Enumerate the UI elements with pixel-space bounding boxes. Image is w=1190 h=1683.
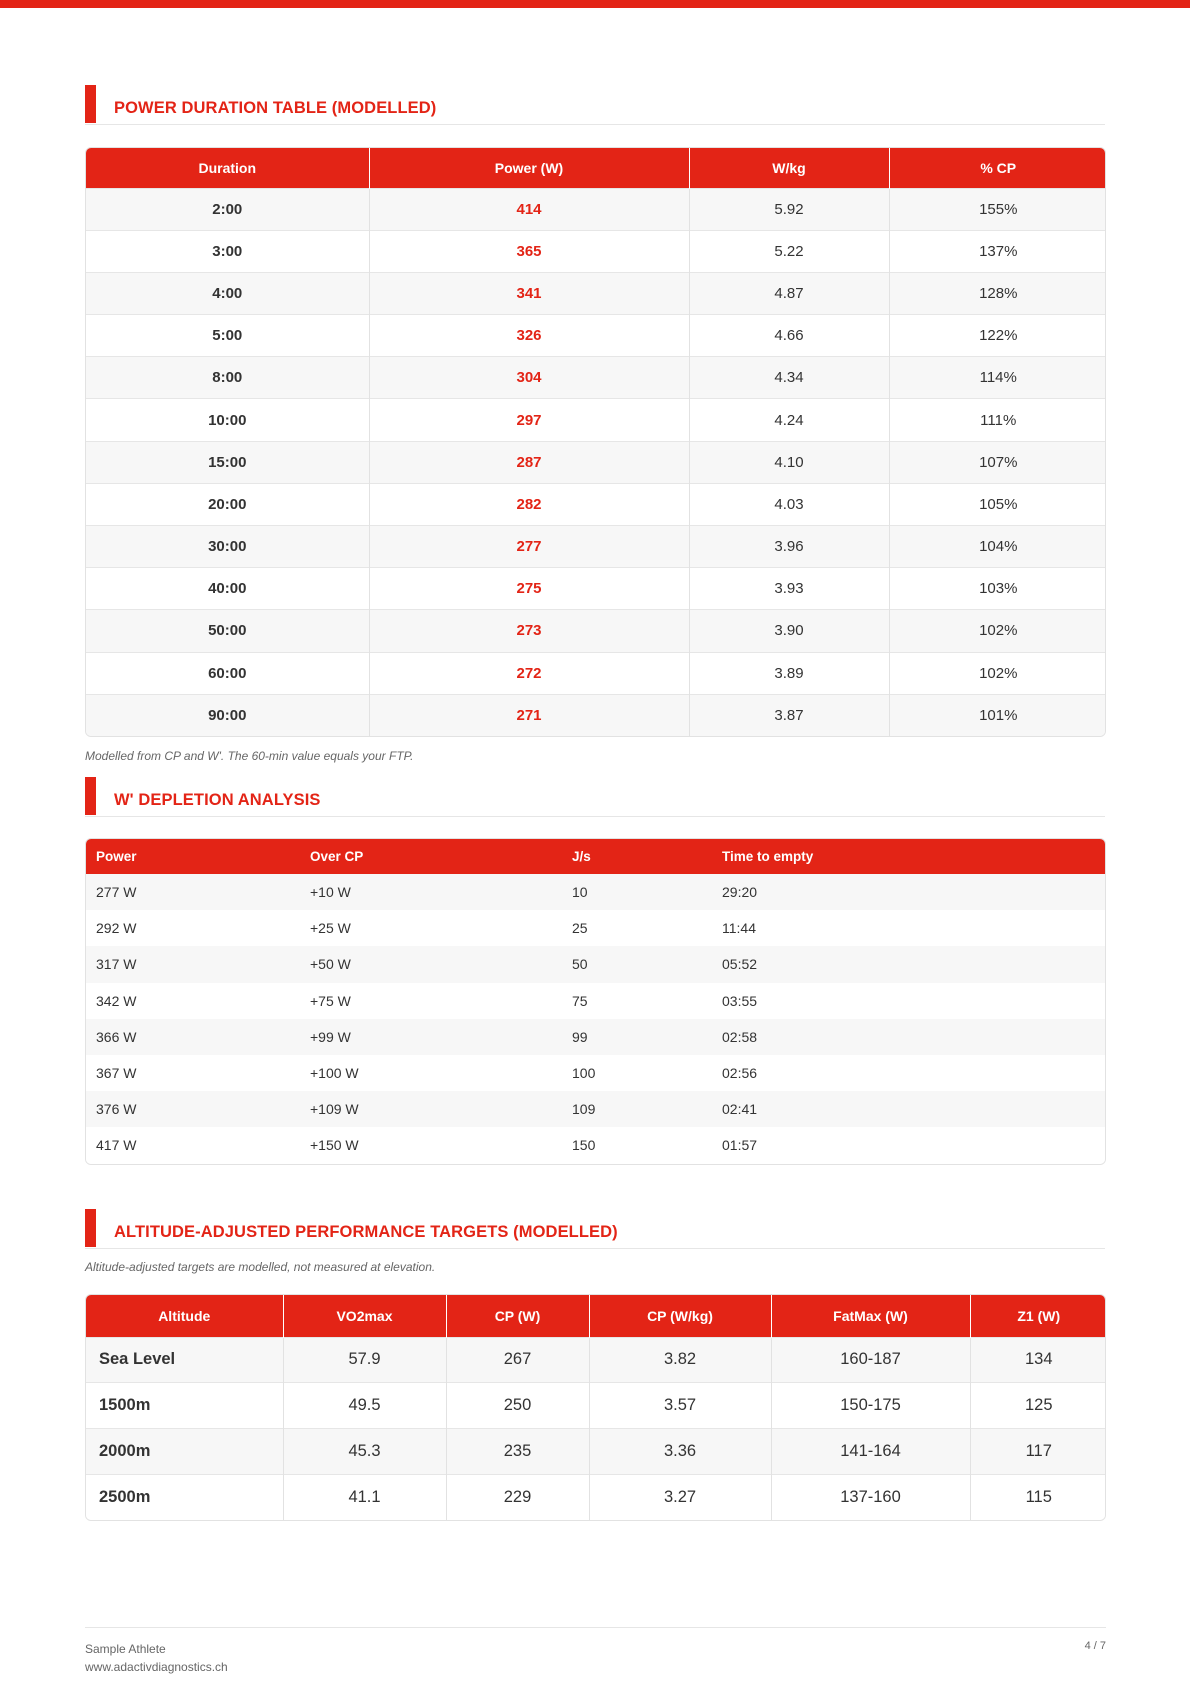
table-cell: 277 W <box>86 874 300 910</box>
table-cell: 10:00 <box>86 399 369 441</box>
table-cell: 2500m <box>86 1474 283 1520</box>
table-row <box>86 946 1106 982</box>
table-cell: 4:00 <box>86 272 369 314</box>
table-cell: 25 <box>562 910 712 946</box>
table-cell: 4.10 <box>689 441 889 483</box>
table-row <box>86 441 1106 483</box>
table-cell: +50 W <box>300 946 562 982</box>
table-cell: 272 <box>369 652 689 694</box>
table-row <box>86 568 1106 610</box>
column-header: W/kg <box>689 148 889 188</box>
table-cell: 297 <box>369 399 689 441</box>
table-cell: 134 <box>970 1337 1106 1383</box>
table-cell: 4.34 <box>689 357 889 399</box>
column-header: CP (W) <box>446 1295 589 1337</box>
table-cell: 271 <box>369 694 689 736</box>
section-title: ALTITUDE-ADJUSTED PERFORMANCE TARGETS (MODELLED) <box>114 1223 618 1241</box>
table-row <box>86 694 1106 736</box>
footer-website: www.adactivdiagnostics.ch <box>85 1660 228 1674</box>
table-cell: 267 <box>446 1337 589 1383</box>
section-accent-marker <box>85 777 96 815</box>
table-cell: 117 <box>970 1428 1106 1474</box>
table-cell: 275 <box>369 568 689 610</box>
table-cell: 02:56 <box>712 1055 1106 1091</box>
table-cell: 57.9 <box>283 1337 446 1383</box>
table-cell: 3.93 <box>689 568 889 610</box>
table-row <box>86 483 1106 525</box>
table-cell: 4.66 <box>689 315 889 357</box>
table-cell: 2000m <box>86 1428 283 1474</box>
power-duration-table <box>85 147 1106 737</box>
table-cell: 4.03 <box>689 483 889 525</box>
section-accent-marker <box>85 85 96 123</box>
table-cell: 365 <box>369 230 689 272</box>
table-row <box>86 1019 1106 1055</box>
table-cell: 3.82 <box>589 1337 771 1383</box>
table-cell: 50:00 <box>86 610 369 652</box>
table-cell: 125 <box>970 1383 1106 1429</box>
table-header-row <box>86 1295 1106 1337</box>
table-cell: 417 W <box>86 1127 300 1163</box>
table-cell: 11:44 <box>712 910 1106 946</box>
altitude-table <box>85 1294 1106 1521</box>
table-cell: 366 W <box>86 1019 300 1055</box>
table-cell: 282 <box>369 483 689 525</box>
column-header: Altitude <box>86 1295 283 1337</box>
table-cell: 109 <box>562 1091 712 1127</box>
column-header: VO2max <box>283 1295 446 1337</box>
table-cell: 10 <box>562 874 712 910</box>
table-header-row <box>86 839 1106 874</box>
table-cell: 376 W <box>86 1091 300 1127</box>
column-header: CP (W/kg) <box>589 1295 771 1337</box>
column-header: Time to empty <box>712 839 1106 874</box>
column-header: Over CP <box>300 839 562 874</box>
table-cell: 01:57 <box>712 1127 1106 1163</box>
table-row <box>86 1428 1106 1474</box>
table-cell: 8:00 <box>86 357 369 399</box>
table-row <box>86 983 1106 1019</box>
column-header: FatMax (W) <box>771 1295 970 1337</box>
table-row <box>86 1091 1106 1127</box>
table-cell: +25 W <box>300 910 562 946</box>
table-cell: 114% <box>889 357 1106 399</box>
section-header-w-depletion <box>85 777 1105 817</box>
table-header-row <box>86 148 1106 188</box>
table-cell: 128% <box>889 272 1106 314</box>
table-cell: Sea Level <box>86 1337 283 1383</box>
table-cell: 229 <box>446 1474 589 1520</box>
table-cell: 150-175 <box>771 1383 970 1429</box>
table-cell: 111% <box>889 399 1106 441</box>
table-cell: 341 <box>369 272 689 314</box>
table-cell: 29:20 <box>712 874 1106 910</box>
table-cell: 3.89 <box>689 652 889 694</box>
table-cell: 60:00 <box>86 652 369 694</box>
table-row <box>86 357 1106 399</box>
section-header-power-duration <box>85 85 1105 125</box>
table-cell: 40:00 <box>86 568 369 610</box>
section-header-altitude <box>85 1209 1105 1249</box>
table-cell: 5.92 <box>689 188 889 230</box>
column-header: Power <box>86 839 300 874</box>
table-row <box>86 315 1106 357</box>
table-row <box>86 230 1106 272</box>
table-row <box>86 272 1106 314</box>
table-row <box>86 1055 1106 1091</box>
table-cell: 292 W <box>86 910 300 946</box>
table-row <box>86 399 1106 441</box>
table-cell: 273 <box>369 610 689 652</box>
table-cell: 02:58 <box>712 1019 1106 1055</box>
table-cell: +99 W <box>300 1019 562 1055</box>
table-row <box>86 1383 1106 1429</box>
table-cell: 1500m <box>86 1383 283 1429</box>
altitude-note: Altitude-adjusted targets are modelled, not measured at elevation. <box>85 1260 436 1274</box>
power-duration-note: Modelled from CP and W'. The 60-min value equals your FTP. <box>85 749 414 763</box>
table-cell: 50 <box>562 946 712 982</box>
table-cell: 342 W <box>86 983 300 1019</box>
table-row <box>86 188 1106 230</box>
table-cell: 90:00 <box>86 694 369 736</box>
table-cell: 99 <box>562 1019 712 1055</box>
w-depletion-table <box>85 838 1106 1165</box>
section-title: POWER DURATION TABLE (MODELLED) <box>114 99 437 117</box>
table-cell: 5.22 <box>689 230 889 272</box>
table-cell: 160-187 <box>771 1337 970 1383</box>
table-cell: 317 W <box>86 946 300 982</box>
table-cell: 05:52 <box>712 946 1106 982</box>
table-cell: 367 W <box>86 1055 300 1091</box>
table-cell: 137% <box>889 230 1106 272</box>
table-cell: 4.87 <box>689 272 889 314</box>
table-cell: 41.1 <box>283 1474 446 1520</box>
table-cell: 304 <box>369 357 689 399</box>
table-row <box>86 910 1106 946</box>
table-cell: 3.96 <box>689 526 889 568</box>
footer-info <box>85 1640 228 1676</box>
table-cell: 102% <box>889 610 1106 652</box>
table-cell: 102% <box>889 652 1106 694</box>
table-row <box>86 652 1106 694</box>
table-cell: 02:41 <box>712 1091 1106 1127</box>
table-cell: 414 <box>369 188 689 230</box>
table-cell: 3.57 <box>589 1383 771 1429</box>
table-cell: 03:55 <box>712 983 1106 1019</box>
top-accent-bar <box>0 0 1190 8</box>
section-accent-marker <box>85 1209 96 1247</box>
table-cell: 3:00 <box>86 230 369 272</box>
table-cell: 105% <box>889 483 1106 525</box>
table-cell: 103% <box>889 568 1106 610</box>
table-cell: 100 <box>562 1055 712 1091</box>
column-header: Z1 (W) <box>970 1295 1106 1337</box>
table-cell: 75 <box>562 983 712 1019</box>
column-header: % CP <box>889 148 1106 188</box>
table-cell: 2:00 <box>86 188 369 230</box>
section-title: W' DEPLETION ANALYSIS <box>114 791 321 809</box>
table-cell: 15:00 <box>86 441 369 483</box>
table-cell: 4.24 <box>689 399 889 441</box>
table-cell: 3.90 <box>689 610 889 652</box>
table-cell: 20:00 <box>86 483 369 525</box>
table-cell: 5:00 <box>86 315 369 357</box>
table-cell: 155% <box>889 188 1106 230</box>
table-cell: 150 <box>562 1127 712 1163</box>
table-row <box>86 1127 1106 1163</box>
table-cell: 30:00 <box>86 526 369 568</box>
table-cell: 235 <box>446 1428 589 1474</box>
footer-athlete-name: Sample Athlete <box>85 1642 166 1656</box>
table-cell: 107% <box>889 441 1106 483</box>
column-header: J/s <box>562 839 712 874</box>
table-cell: 137-160 <box>771 1474 970 1520</box>
table-cell: 3.87 <box>689 694 889 736</box>
table-cell: 122% <box>889 315 1106 357</box>
table-cell: +100 W <box>300 1055 562 1091</box>
table-cell: +109 W <box>300 1091 562 1127</box>
table-cell: 101% <box>889 694 1106 736</box>
table-cell: 287 <box>369 441 689 483</box>
table-cell: 277 <box>369 526 689 568</box>
table-cell: 141-164 <box>771 1428 970 1474</box>
table-cell: 3.36 <box>589 1428 771 1474</box>
table-cell: +150 W <box>300 1127 562 1163</box>
page-number: 4 / 7 <box>1084 1640 1106 1652</box>
table-cell: 49.5 <box>283 1383 446 1429</box>
table-cell: 115 <box>970 1474 1106 1520</box>
table-row <box>86 526 1106 568</box>
footer-divider <box>85 1627 1106 1628</box>
table-cell: +10 W <box>300 874 562 910</box>
table-row <box>86 1474 1106 1520</box>
column-header: Power (W) <box>369 148 689 188</box>
table-row <box>86 874 1106 910</box>
table-cell: 326 <box>369 315 689 357</box>
table-cell: 104% <box>889 526 1106 568</box>
table-cell: 250 <box>446 1383 589 1429</box>
table-cell: +75 W <box>300 983 562 1019</box>
table-cell: 45.3 <box>283 1428 446 1474</box>
table-row <box>86 610 1106 652</box>
table-row <box>86 1337 1106 1383</box>
column-header: Duration <box>86 148 369 188</box>
table-cell: 3.27 <box>589 1474 771 1520</box>
